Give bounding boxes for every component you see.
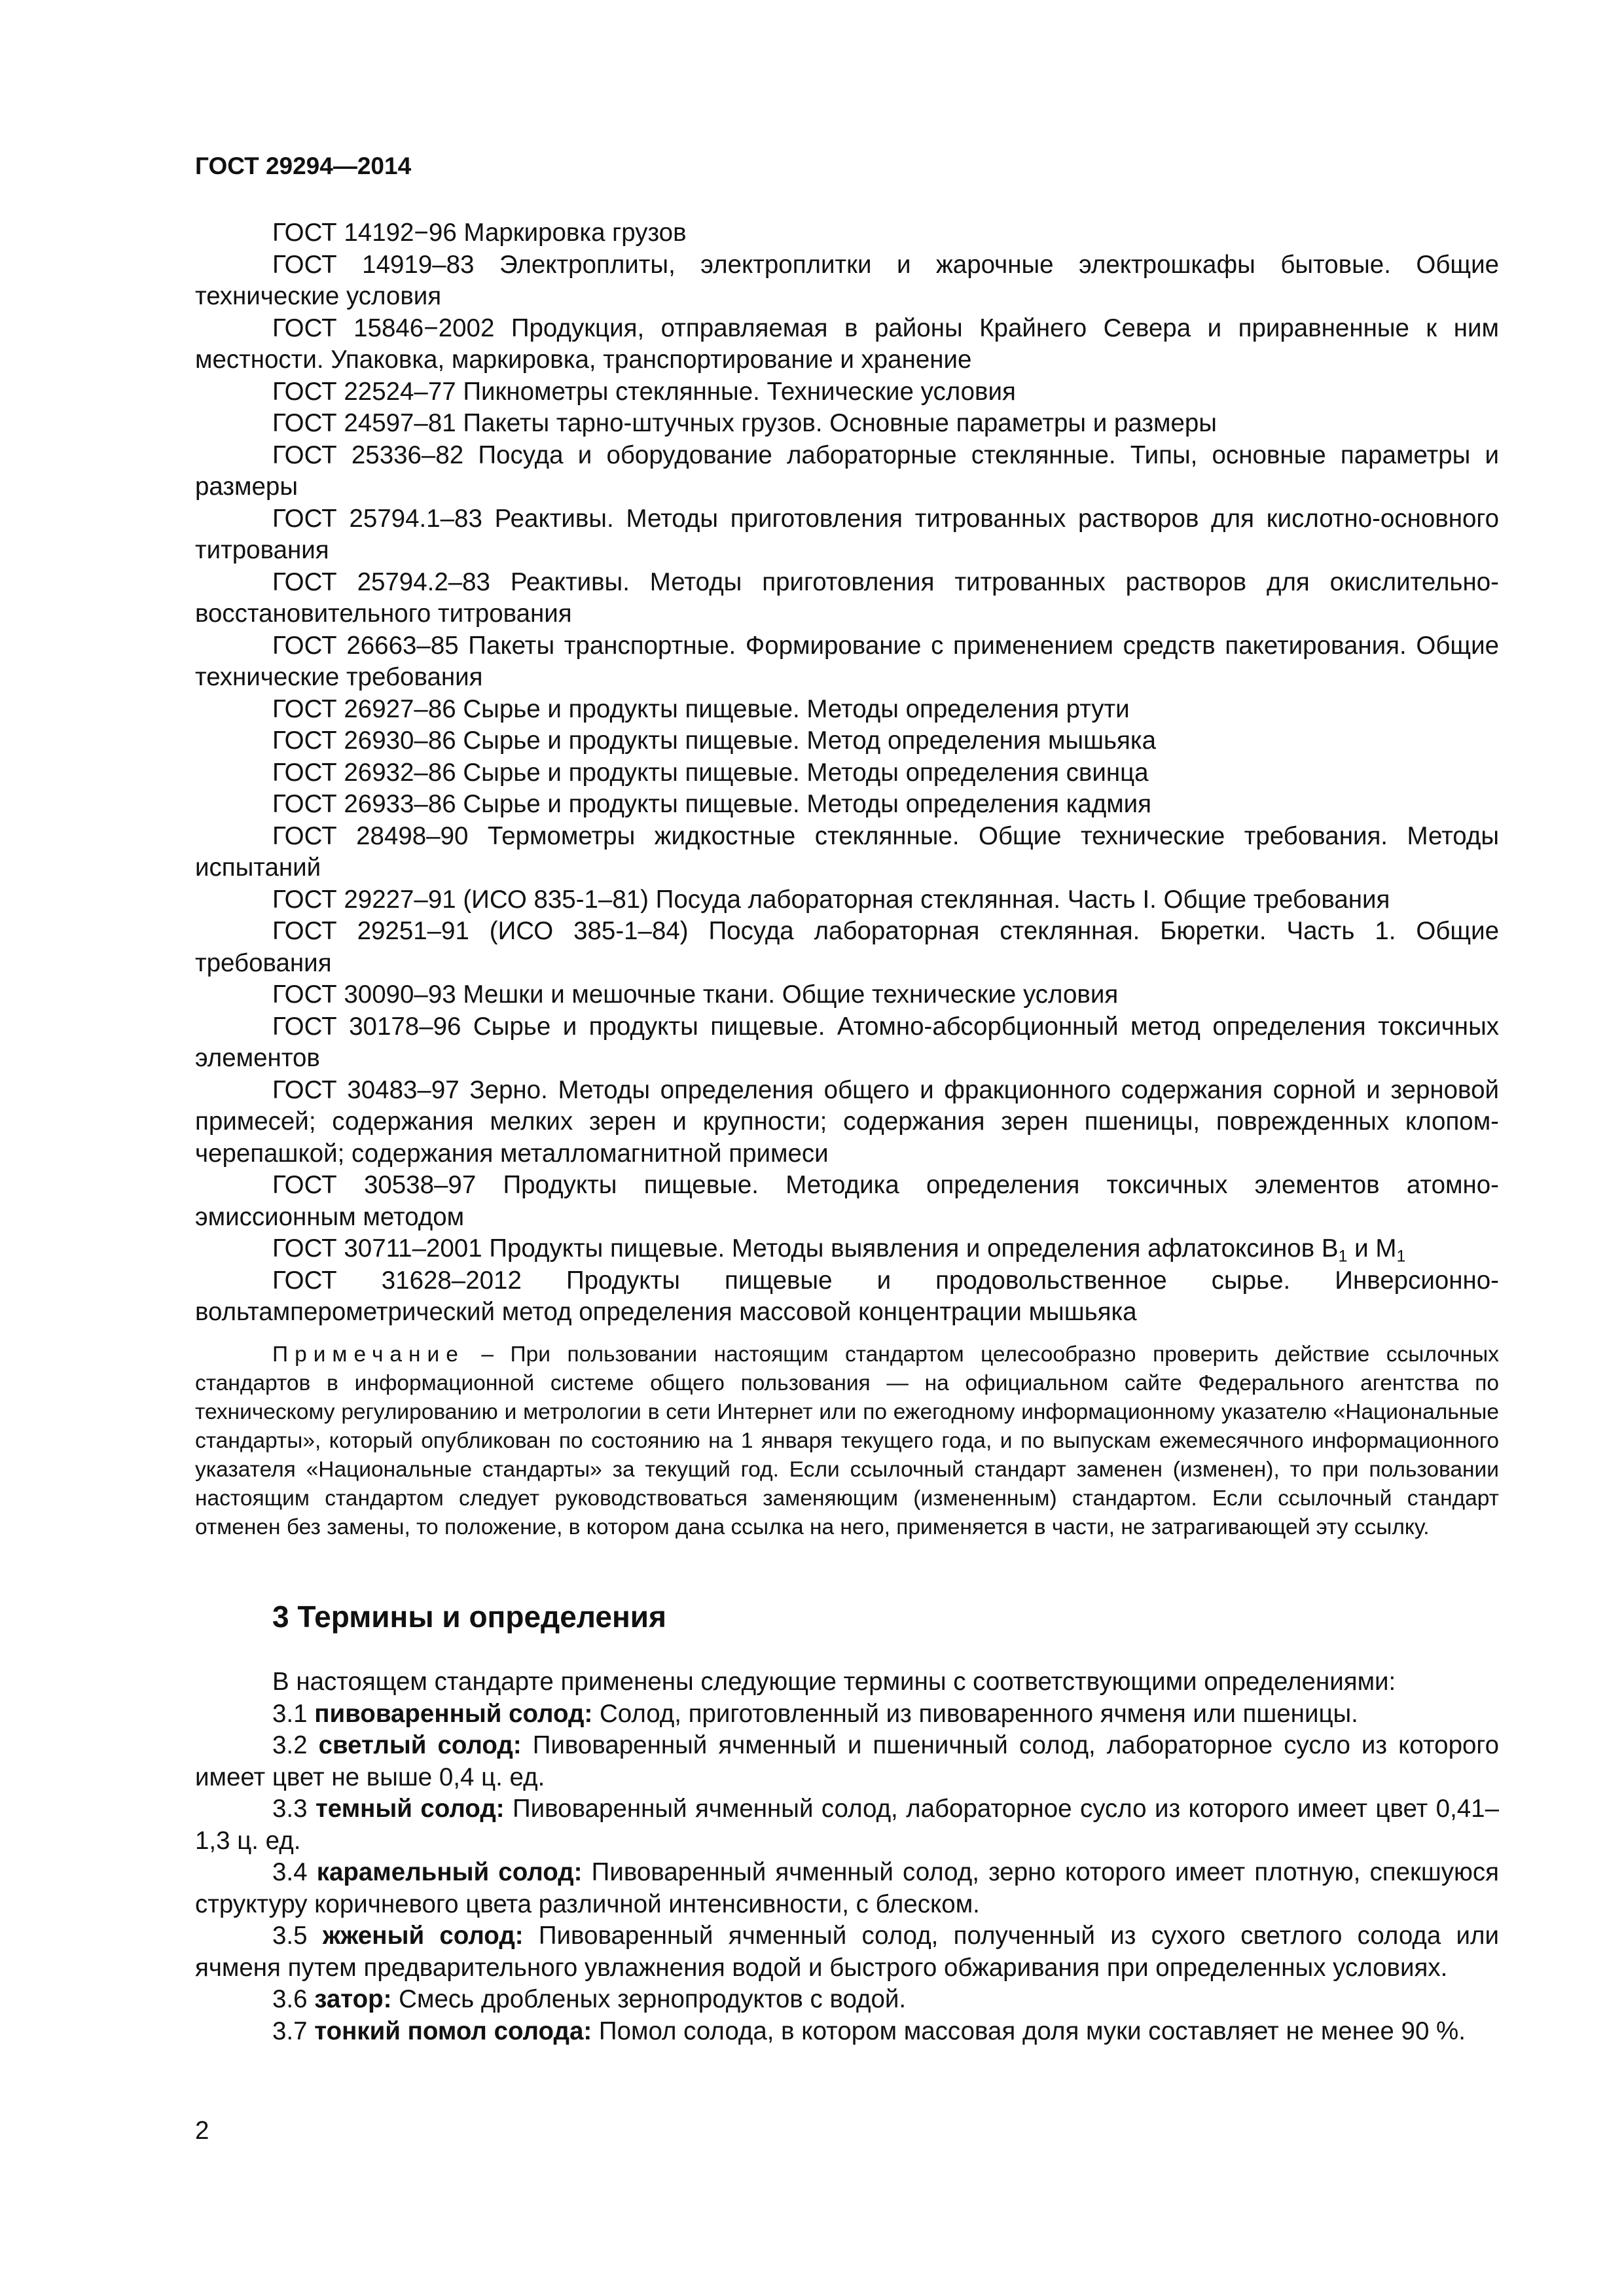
term-name: затор: (314, 1985, 392, 2013)
reference-item: ГОСТ 26663–85 Пакеты транспортные. Формирование с применением средств пакетирования. Общие технические требования (195, 631, 1499, 691)
reference-item: ГОСТ 24597–81 Пакеты тарно-штучных грузов. Основные параметры и размеры (272, 409, 1217, 437)
term-definition: Пивоваренный ячменный солод, зерно которого имеет плотную, спекшуюся структуру коричневого цвета различной интенсивности, с блеском. (195, 1858, 1499, 1918)
section-heading: 3 Термины и определения (272, 1600, 666, 1634)
term-item (195, 1984, 1499, 2016)
reference-item: ГОСТ 14919–83 Электроплиты, электроплитки и жарочные электрошкафы бытовые. Общие технические условия (195, 250, 1499, 310)
page-number: 2 (195, 2117, 209, 2145)
term-definition: Смесь дробленых зернопродуктов с водой. (391, 1985, 907, 2013)
terms-list (195, 1666, 1499, 2047)
reference-item: ГОСТ 30538–97 Продукты пищевые. Методика определения токсичных элементов атомно-эмиссионным методом (195, 1171, 1499, 1231)
term-item (195, 1793, 1499, 1857)
reference-item: ГОСТ 30178–96 Сырье и продукты пищевые. Атомно-абсорбционный метод определения токсичных элементов (195, 1012, 1499, 1072)
term-definition: Пивоваренный ячменный солод, лабораторное сусло из которого имеет цвет 0,41–1,3 ц. ед. (195, 1795, 1500, 1855)
term-name: тонкий помол солода: (314, 2017, 592, 2045)
term-name: жженый солод: (322, 1922, 524, 1950)
note-text: – При пользовании настоящим стандартом целесообразно проверить действие ссылочных стандартов в информационной системе общего пользования — на официальном сайте Федерального агентства по техническому регулированию и метрологии в сети Интернет или по ежегодному информационному указателю «Национальные стандарты», который опубликован по состоянию на 1 января текущего года, и по выпускам ежемесячного информационного указателя «Национальные стандарты» за текущий год. Если ссылочный стандарт заменен (изменен), то при пользовании настоящим стандартом следует руководствоваться заменяющим (измененным) стандартом. Если ссылочный стандарт отменен без замены, то положение, в котором дана ссылка на него, применяется в части, не затрагивающей эту ссылку. (195, 1342, 1499, 1539)
term-number: 3.4 (272, 1858, 317, 1886)
reference-item: ГОСТ 28498–90 Термометры жидкостные стеклянные. Общие технические требования. Методы испытаний (195, 821, 1499, 882)
reference-item: ГОСТ 31628–2012 Продукты пищевые и продовольственное сырье. Инверсионно-вольтамперометрический метод определения массовой концентрации мышьяка (195, 1266, 1499, 1326)
term-item (195, 1857, 1499, 1920)
note-label: Примечание (272, 1342, 465, 1367)
reference-item: ГОСТ 26932–86 Сырье и продукты пищевые. Методы определения свинца (272, 758, 1149, 787)
subscript: 1 (1338, 1247, 1348, 1266)
reference-item: ГОСТ 15846−2002 Продукция, отправляемая в районы Крайнего Севера и приравненные к ним местности. Упаковка, маркировка, транспортирование и хранение (195, 314, 1499, 374)
term-number: 3.7 (272, 2017, 315, 2045)
document-code-header: ГОСТ 29294—2014 (195, 152, 412, 179)
reference-item: ГОСТ 26930–86 Сырье и продукты пищевые. Метод определения мышьяка (272, 726, 1157, 755)
reference-item: ГОСТ 14192−96 Маркировка грузов (272, 219, 687, 247)
term-number: 3.6 (272, 1985, 315, 2013)
term-number: 3.1 (272, 1699, 315, 1728)
reference-item: ГОСТ 22524–77 Пикнометры стеклянные. Технические условия (272, 377, 1016, 406)
reference-item: ГОСТ 26933–86 Сырье и продукты пищевые. Методы определения кадмия (272, 790, 1152, 818)
reference-text: ГОСТ 30711–2001 Продукты пищевые. Методы выявления и определения афлатоксинов В (272, 1234, 1339, 1263)
reference-item: ГОСТ 30090–93 Мешки и мешочные ткани. Общие технические условия (272, 980, 1119, 1009)
term-definition: Пивоваренный ячменный и пшеничный солод, лабораторное сусло из которого имеет цвет не выше 0,4 ц. ед. (195, 1731, 1500, 1791)
normative-references-list (195, 217, 1499, 1329)
reference-item: ГОСТ 30483–97 Зерно. Методы определения общего и фракционного содержания сорной и зерновой примесей; содержания мелких зерен и крупности; содержания зерен пшеницы, поврежденных клопом-черепашкой; содержания металломагнитной примеси (195, 1075, 1499, 1168)
term-number: 3.2 (272, 1731, 319, 1759)
reference-item: ГОСТ 25794.2–83 Реактивы. Методы приготовления титрованных растворов для окислительно-восстановительного титрования (195, 567, 1499, 628)
reference-item: ГОСТ 25336–82 Посуда и оборудование лабораторные стеклянные. Типы, основные параметры и размеры (195, 440, 1499, 501)
term-number: 3.3 (272, 1795, 316, 1823)
term-name: пивоваренный солод: (314, 1699, 593, 1728)
reference-item-aflatoxins (195, 1233, 1499, 1265)
terms-intro: В настоящем стандарте применены следующие термины с соответствующими определениями: (272, 1668, 1396, 1696)
term-item (195, 1730, 1499, 1793)
term-name: светлый солод: (318, 1731, 522, 1759)
term-definition: Помол солода, в котором массовая доля муки составляет не менее 90 %. (592, 2017, 1466, 2045)
subscript: 1 (1396, 1247, 1406, 1266)
reference-text: и М (1347, 1234, 1397, 1263)
term-item (195, 2016, 1499, 2048)
reference-item: ГОСТ 29251–91 (ИСО 385-1–84) Посуда лабораторная стеклянная. Бюретки. Часть 1. Общие требования (195, 917, 1499, 977)
reference-item: ГОСТ 26927–86 Сырье и продукты пищевые. Методы определения ртути (272, 694, 1130, 723)
term-name: темный солод: (315, 1795, 505, 1823)
reference-item: ГОСТ 29227–91 (ИСО 835-1–81) Посуда лабораторная стеклянная. Часть I. Общие требования (272, 885, 1390, 914)
term-item (195, 1698, 1499, 1731)
term-definition: Солод, приготовленный из пивоваренного ячменя или пшеницы. (592, 1699, 1358, 1728)
note-paragraph (195, 1340, 1499, 1542)
term-number: 3.5 (272, 1922, 323, 1950)
reference-item: ГОСТ 25794.1–83 Реактивы. Методы приготовления титрованных растворов для кислотно-основного титрования (195, 504, 1499, 564)
term-item (195, 1920, 1499, 1984)
term-name: карамельный солод: (316, 1858, 583, 1886)
term-definition: Пивоваренный ячменный солод, полученный из сухого светлого солода или ячменя путем предварительного увлажнения водой и быстрого обжаривания при определенных условиях. (195, 1922, 1500, 1982)
